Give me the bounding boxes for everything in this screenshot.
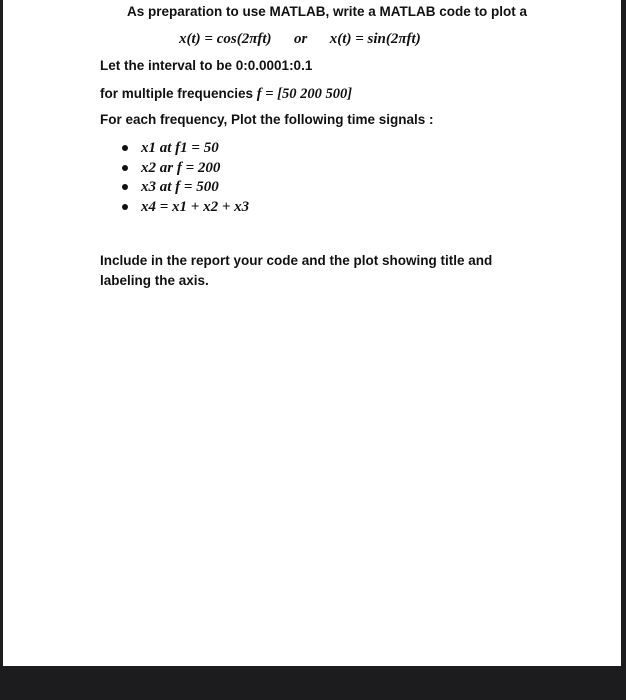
- signal-list: [115, 138, 249, 216]
- each-frequency-text: For each frequency, Plot the following time signals :: [100, 112, 434, 127]
- equation-connector: or: [294, 31, 308, 47]
- report-instructions: Include in the report your code and the plot showing title and labeling the axis.: [100, 253, 493, 288]
- list-item: [115, 197, 249, 217]
- signal-x2: x2 ar f = 200: [141, 159, 221, 176]
- interval-text: Let the interval to be 0:0.0001:0.1: [100, 58, 313, 73]
- list-item: [115, 158, 249, 178]
- equation-line: [179, 30, 421, 48]
- frequencies-line: [100, 85, 352, 103]
- instruction-heading: As preparation to use MATLAB, write a MATLAB code to plot a: [127, 4, 528, 19]
- bullet-icon: [122, 204, 128, 210]
- frequencies-vector: f = [50 200 500]: [256, 86, 353, 102]
- list-item: [115, 138, 249, 158]
- cosine-equation: x(t) = cos(2πft): [179, 31, 272, 47]
- bullet-icon: [122, 145, 128, 151]
- signal-x1: x1 at f1 = 50: [141, 140, 219, 156]
- bullet-icon: [122, 165, 128, 171]
- sine-equation: x(t) = sin(2πft): [329, 31, 421, 47]
- list-item: [115, 177, 249, 197]
- document-page: [3, 0, 621, 666]
- frequencies-label: for multiple frequencies: [100, 86, 257, 101]
- signal-x3: x3 at f = 500: [141, 179, 219, 195]
- signal-x4: x4 = x1 + x2 + x3: [141, 198, 250, 215]
- bullet-icon: [122, 184, 128, 190]
